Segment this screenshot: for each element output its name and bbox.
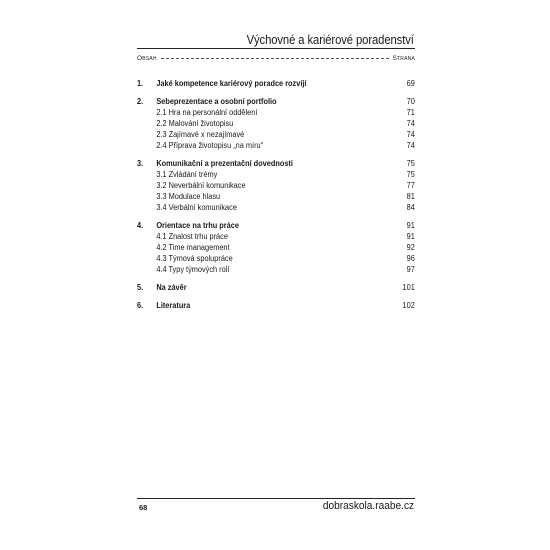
toc-chapter-page: 102 bbox=[402, 301, 415, 310]
toc-chapter bbox=[137, 158, 415, 213]
toc-chapter-page: 75 bbox=[406, 159, 415, 168]
toc-chapter-row bbox=[137, 78, 415, 89]
toc-subsection-row bbox=[137, 107, 415, 118]
toc-subsection-title: 2.3 Zajímavé x nezajímavé bbox=[156, 130, 245, 139]
toc-subsection-row bbox=[137, 231, 415, 242]
footer-website: dobraskola.raabe.cz bbox=[322, 500, 414, 512]
toc-chapter bbox=[137, 220, 415, 275]
toc-subsection-title: 3.1 Zvládání trémy bbox=[156, 170, 218, 179]
toc-subsection-title: 2.1 Hra na personální oddělení bbox=[156, 108, 258, 117]
toc-chapter-number: 2. bbox=[137, 97, 144, 106]
toc-subsection-title: 4.2 Time management bbox=[156, 243, 230, 252]
toc-column-heading bbox=[137, 55, 415, 62]
toc-subsection-title: 3.2 Neverbální komunikace bbox=[156, 181, 246, 190]
toc-chapter-title: Literatura bbox=[156, 301, 191, 310]
toc-chapter-number: 5. bbox=[137, 283, 144, 292]
toc-chapter-title: Sebeprezentace a osobní portfolio bbox=[156, 97, 277, 106]
toc-subsection-title: 2.4 Příprava životopisu „na míru“ bbox=[156, 141, 264, 150]
toc-subsection-page: 84 bbox=[406, 203, 415, 212]
toc-subsection-title: 4.3 Týmová spolupráce bbox=[156, 254, 233, 263]
toc-heading-page: Strana bbox=[392, 55, 415, 62]
toc-subsection-row bbox=[137, 169, 415, 180]
toc-subsection-page: 71 bbox=[406, 108, 415, 117]
toc-chapter bbox=[137, 300, 415, 311]
toc-subsection-page: 74 bbox=[406, 119, 415, 128]
toc-subsection-row bbox=[137, 202, 415, 213]
toc-subsection-row bbox=[137, 253, 415, 264]
toc-subsection-title: 2.2 Malování životopisu bbox=[156, 119, 234, 128]
toc-chapter-row bbox=[137, 220, 415, 231]
toc-subsection-row bbox=[137, 264, 415, 275]
toc-chapter-title: Komunikační a prezentační dovednosti bbox=[156, 159, 293, 168]
footer-page-number: 68 bbox=[139, 503, 148, 512]
toc-chapter-page: 70 bbox=[406, 97, 415, 106]
toc-chapter-number: 6. bbox=[137, 301, 144, 310]
toc-chapter-row bbox=[137, 96, 415, 107]
toc-subsection-page: 75 bbox=[406, 170, 415, 179]
toc-chapter-page: 91 bbox=[406, 221, 415, 230]
toc-subsection-page: 97 bbox=[406, 265, 415, 274]
toc-chapter-page: 69 bbox=[406, 79, 415, 88]
toc-subsection-page: 81 bbox=[406, 192, 415, 201]
toc-subsection-page: 92 bbox=[406, 243, 415, 252]
toc-chapter bbox=[137, 282, 415, 293]
toc-subsection-row bbox=[137, 191, 415, 202]
toc-subsection-title: 4.4 Typy týmových rolí bbox=[156, 265, 230, 274]
header-rule bbox=[137, 48, 415, 49]
toc-chapter-number: 3. bbox=[137, 159, 144, 168]
toc-chapter-title: Jaké kompetence kariérový poradce rozvíjí bbox=[156, 79, 307, 88]
toc-subsection-page: 74 bbox=[406, 130, 415, 139]
toc-chapter-title: Na závěr bbox=[156, 283, 187, 292]
toc-chapter-row bbox=[137, 282, 415, 293]
toc-heading-contents: Obsah bbox=[137, 55, 157, 62]
toc-subsection-page: 91 bbox=[406, 232, 415, 241]
toc-chapter-row bbox=[137, 158, 415, 169]
toc-chapter-title: Orientace na trhu práce bbox=[156, 221, 239, 230]
toc-subsection-title: 4.1 Znalost trhu práce bbox=[156, 232, 228, 241]
footer-rule bbox=[137, 498, 415, 499]
toc-subsection-page: 74 bbox=[406, 141, 415, 150]
table-of-contents bbox=[137, 78, 415, 318]
toc-chapter bbox=[137, 78, 415, 89]
toc-subsection-row bbox=[137, 129, 415, 140]
toc-chapter-number: 4. bbox=[137, 221, 144, 230]
toc-chapter-row bbox=[137, 300, 415, 311]
toc-chapter bbox=[137, 96, 415, 151]
toc-subsection-row bbox=[137, 140, 415, 151]
toc-subsection-title: 3.4 Verbální komunikace bbox=[156, 203, 237, 212]
toc-subsection-page: 77 bbox=[406, 181, 415, 190]
toc-subsection-title: 3.3 Modulace hlasu bbox=[156, 192, 221, 201]
toc-subsection-page: 96 bbox=[406, 254, 415, 263]
toc-chapter-page: 101 bbox=[402, 283, 415, 292]
toc-subsection-row bbox=[137, 242, 415, 253]
toc-heading-leader bbox=[161, 58, 389, 59]
toc-subsection-row bbox=[137, 118, 415, 129]
toc-chapter-number: 1. bbox=[137, 79, 144, 88]
running-header-title: Výchovné a kariérové poradenství bbox=[246, 33, 414, 47]
toc-subsection-row bbox=[137, 180, 415, 191]
